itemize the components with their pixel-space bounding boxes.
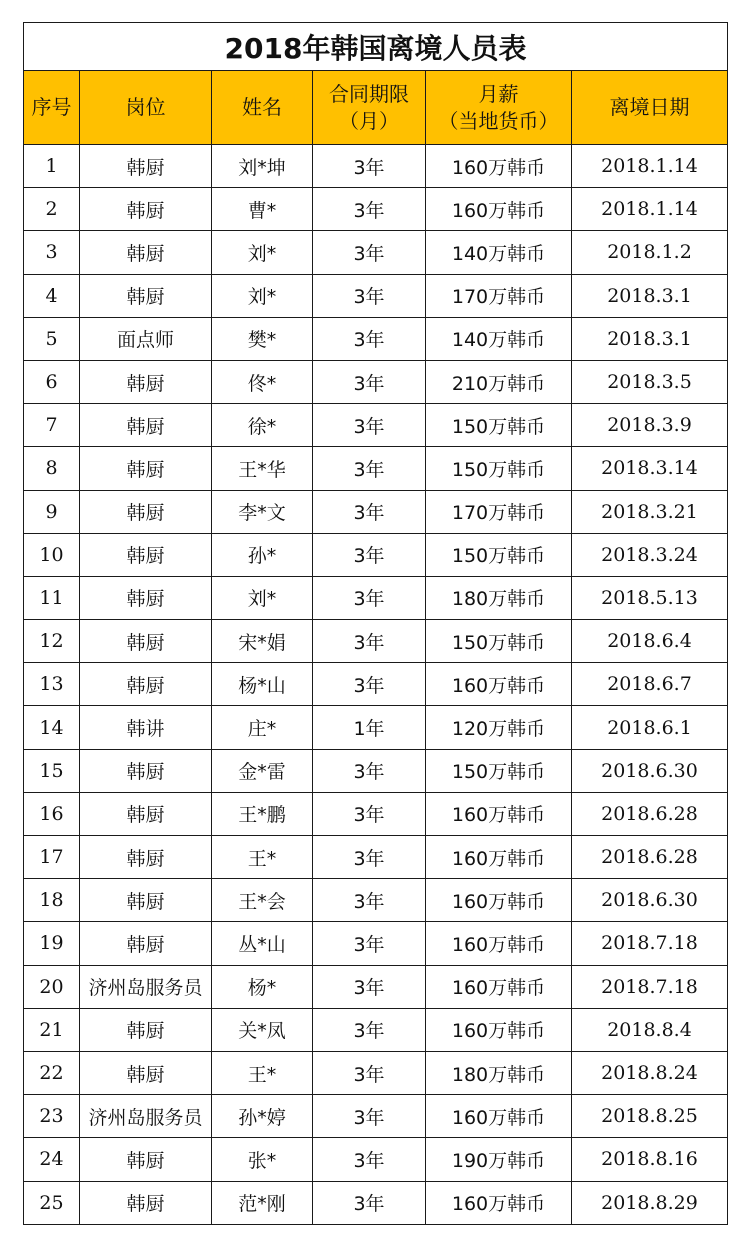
cell-post: 韩厨 <box>80 922 212 965</box>
table-row <box>24 404 728 447</box>
cell-seq: 24 <box>24 1138 80 1181</box>
cell-post: 韩厨 <box>80 145 212 188</box>
cell-date: 2018.3.14 <box>572 447 728 490</box>
cell-salary: 210万韩币 <box>426 360 572 403</box>
cell-name: 刘* <box>212 576 313 619</box>
cell-seq: 19 <box>24 922 80 965</box>
table-row <box>24 792 728 835</box>
table-row <box>24 1008 728 1051</box>
cell-name: 刘*坤 <box>212 145 313 188</box>
cell-name: 王*会 <box>212 879 313 922</box>
cell-post: 韩厨 <box>80 663 212 706</box>
cell-contract: 3年 <box>313 447 426 490</box>
cell-seq: 3 <box>24 231 80 274</box>
header-name-label: 姓名 <box>242 95 282 119</box>
cell-post: 韩厨 <box>80 231 212 274</box>
cell-date: 2018.8.24 <box>572 1051 728 1094</box>
header-salary-label: 月薪 <box>478 81 519 106</box>
header-contract-unit: （月） <box>339 108 399 133</box>
cell-post: 韩厨 <box>80 1138 212 1181</box>
cell-post: 韩厨 <box>80 836 212 879</box>
cell-seq: 1 <box>24 145 80 188</box>
cell-seq: 10 <box>24 533 80 576</box>
table-row <box>24 1051 728 1094</box>
departure-table <box>23 22 728 1225</box>
cell-date: 2018.6.1 <box>572 706 728 749</box>
cell-name: 孙* <box>212 533 313 576</box>
cell-date: 2018.7.18 <box>572 922 728 965</box>
cell-date: 2018.1.14 <box>572 188 728 231</box>
cell-salary: 160万韩币 <box>426 145 572 188</box>
cell-post: 韩厨 <box>80 620 212 663</box>
cell-seq: 22 <box>24 1051 80 1094</box>
table-row <box>24 274 728 317</box>
header-date <box>572 71 728 145</box>
cell-name: 刘* <box>212 231 313 274</box>
cell-salary: 180万韩币 <box>426 1051 572 1094</box>
header-seq-label: 序号 <box>31 95 72 119</box>
table-row <box>24 231 728 274</box>
cell-contract: 3年 <box>313 1008 426 1051</box>
cell-name: 杨*山 <box>212 663 313 706</box>
cell-name: 刘* <box>212 274 313 317</box>
cell-post: 韩厨 <box>80 360 212 403</box>
table-row <box>24 879 728 922</box>
cell-date: 2018.6.4 <box>572 620 728 663</box>
header-name <box>212 71 313 145</box>
cell-post: 韩厨 <box>80 1181 212 1224</box>
cell-salary: 150万韩币 <box>426 749 572 792</box>
cell-seq: 16 <box>24 792 80 835</box>
header-post <box>80 71 212 145</box>
cell-post: 韩厨 <box>80 576 212 619</box>
cell-salary: 160万韩币 <box>426 1008 572 1051</box>
cell-name: 杨* <box>212 965 313 1008</box>
cell-date: 2018.3.1 <box>572 317 728 360</box>
cell-name: 关*凤 <box>212 1008 313 1051</box>
cell-post: 韩厨 <box>80 792 212 835</box>
cell-salary: 190万韩币 <box>426 1138 572 1181</box>
table-row <box>24 533 728 576</box>
cell-name: 王* <box>212 1051 313 1094</box>
cell-name: 孙*婷 <box>212 1095 313 1138</box>
cell-contract: 3年 <box>313 749 426 792</box>
cell-seq: 23 <box>24 1095 80 1138</box>
table-row <box>24 188 728 231</box>
cell-seq: 14 <box>24 706 80 749</box>
cell-contract: 3年 <box>313 922 426 965</box>
cell-post: 韩厨 <box>80 749 212 792</box>
table-row <box>24 317 728 360</box>
cell-seq: 21 <box>24 1008 80 1051</box>
cell-salary: 170万韩币 <box>426 490 572 533</box>
cell-contract: 3年 <box>313 620 426 663</box>
cell-contract: 3年 <box>313 145 426 188</box>
table-row <box>24 836 728 879</box>
cell-date: 2018.3.1 <box>572 274 728 317</box>
cell-seq: 8 <box>24 447 80 490</box>
header-contract <box>313 71 426 145</box>
cell-salary: 160万韩币 <box>426 922 572 965</box>
cell-seq: 9 <box>24 490 80 533</box>
cell-salary: 150万韩币 <box>426 447 572 490</box>
cell-salary: 150万韩币 <box>426 404 572 447</box>
cell-salary: 180万韩币 <box>426 576 572 619</box>
cell-seq: 18 <box>24 879 80 922</box>
cell-contract: 3年 <box>313 792 426 835</box>
header-seq <box>24 71 80 145</box>
cell-seq: 15 <box>24 749 80 792</box>
header-post-label: 岗位 <box>125 95 166 119</box>
cell-salary: 160万韩币 <box>426 663 572 706</box>
cell-date: 2018.1.2 <box>572 231 728 274</box>
cell-salary: 160万韩币 <box>426 836 572 879</box>
cell-name: 王*鹏 <box>212 792 313 835</box>
cell-date: 2018.8.16 <box>572 1138 728 1181</box>
table-row <box>24 145 728 188</box>
cell-name: 庄* <box>212 706 313 749</box>
cell-name: 范*刚 <box>212 1181 313 1224</box>
cell-name: 张* <box>212 1138 313 1181</box>
cell-seq: 25 <box>24 1181 80 1224</box>
cell-name: 徐* <box>212 404 313 447</box>
table-row <box>24 1095 728 1138</box>
cell-date: 2018.3.24 <box>572 533 728 576</box>
cell-post: 韩厨 <box>80 1051 212 1094</box>
cell-date: 2018.3.5 <box>572 360 728 403</box>
cell-salary: 140万韩币 <box>426 231 572 274</box>
table-row <box>24 749 728 792</box>
cell-date: 2018.8.4 <box>572 1008 728 1051</box>
cell-date: 2018.6.28 <box>572 836 728 879</box>
cell-salary: 160万韩币 <box>426 879 572 922</box>
table-row <box>24 576 728 619</box>
cell-post: 韩厨 <box>80 447 212 490</box>
cell-contract: 3年 <box>313 317 426 360</box>
header-salary <box>426 71 572 145</box>
cell-post: 韩讲 <box>80 706 212 749</box>
table-row <box>24 447 728 490</box>
cell-contract: 3年 <box>313 274 426 317</box>
table-row <box>24 706 728 749</box>
cell-date: 2018.5.13 <box>572 576 728 619</box>
cell-name: 王*华 <box>212 447 313 490</box>
cell-contract: 3年 <box>313 1181 426 1224</box>
table-row <box>24 663 728 706</box>
cell-date: 2018.3.21 <box>572 490 728 533</box>
cell-post: 韩厨 <box>80 188 212 231</box>
header-salary-unit: （当地货币） <box>438 108 559 133</box>
cell-post: 韩厨 <box>80 490 212 533</box>
cell-name: 樊* <box>212 317 313 360</box>
cell-contract: 3年 <box>313 1138 426 1181</box>
cell-post: 韩厨 <box>80 879 212 922</box>
cell-post: 济州岛服务员 <box>80 1095 212 1138</box>
cell-contract: 3年 <box>313 188 426 231</box>
cell-name: 丛*山 <box>212 922 313 965</box>
cell-post: 济州岛服务员 <box>80 965 212 1008</box>
cell-post: 韩厨 <box>80 1008 212 1051</box>
cell-salary: 160万韩币 <box>426 1181 572 1224</box>
cell-contract: 3年 <box>313 836 426 879</box>
cell-seq: 17 <box>24 836 80 879</box>
table-row <box>24 360 728 403</box>
cell-salary: 170万韩币 <box>426 274 572 317</box>
cell-name: 金*雷 <box>212 749 313 792</box>
title-row <box>24 23 728 71</box>
cell-name: 王* <box>212 836 313 879</box>
cell-name: 佟* <box>212 360 313 403</box>
table-row <box>24 620 728 663</box>
cell-salary: 120万韩币 <box>426 706 572 749</box>
cell-date: 2018.6.28 <box>572 792 728 835</box>
table-row <box>24 490 728 533</box>
cell-salary: 160万韩币 <box>426 188 572 231</box>
cell-seq: 4 <box>24 274 80 317</box>
cell-salary: 150万韩币 <box>426 533 572 576</box>
cell-name: 李*文 <box>212 490 313 533</box>
cell-seq: 20 <box>24 965 80 1008</box>
cell-contract: 3年 <box>313 533 426 576</box>
cell-contract: 3年 <box>313 1051 426 1094</box>
cell-salary: 150万韩币 <box>426 620 572 663</box>
cell-seq: 11 <box>24 576 80 619</box>
cell-seq: 2 <box>24 188 80 231</box>
cell-seq: 12 <box>24 620 80 663</box>
cell-date: 2018.3.9 <box>572 404 728 447</box>
cell-seq: 13 <box>24 663 80 706</box>
cell-salary: 140万韩币 <box>426 317 572 360</box>
cell-contract: 3年 <box>313 663 426 706</box>
cell-post: 韩厨 <box>80 404 212 447</box>
cell-salary: 160万韩币 <box>426 965 572 1008</box>
cell-contract: 3年 <box>313 1095 426 1138</box>
table-title: 2018年韩国离境人员表 <box>24 23 728 71</box>
cell-salary: 160万韩币 <box>426 792 572 835</box>
cell-seq: 6 <box>24 360 80 403</box>
cell-date: 2018.1.14 <box>572 145 728 188</box>
cell-contract: 3年 <box>313 360 426 403</box>
cell-contract: 3年 <box>313 879 426 922</box>
cell-contract: 3年 <box>313 576 426 619</box>
cell-contract: 3年 <box>313 231 426 274</box>
cell-date: 2018.7.18 <box>572 965 728 1008</box>
cell-contract: 1年 <box>313 706 426 749</box>
header-contract-label: 合同期限 <box>329 81 409 106</box>
cell-seq: 7 <box>24 404 80 447</box>
header-date-label: 离境日期 <box>609 95 690 119</box>
cell-seq: 5 <box>24 317 80 360</box>
cell-date: 2018.6.30 <box>572 879 728 922</box>
cell-contract: 3年 <box>313 965 426 1008</box>
table-row <box>24 1181 728 1224</box>
cell-post: 面点师 <box>80 317 212 360</box>
cell-salary: 160万韩币 <box>426 1095 572 1138</box>
header-row <box>24 71 728 145</box>
cell-date: 2018.6.30 <box>572 749 728 792</box>
cell-post: 韩厨 <box>80 533 212 576</box>
table-row <box>24 922 728 965</box>
cell-contract: 3年 <box>313 490 426 533</box>
table-body <box>24 145 728 1225</box>
cell-date: 2018.8.25 <box>572 1095 728 1138</box>
cell-post: 韩厨 <box>80 274 212 317</box>
cell-name: 曹* <box>212 188 313 231</box>
cell-date: 2018.8.29 <box>572 1181 728 1224</box>
table-row <box>24 1138 728 1181</box>
cell-contract: 3年 <box>313 404 426 447</box>
cell-date: 2018.6.7 <box>572 663 728 706</box>
cell-name: 宋*娟 <box>212 620 313 663</box>
table-row <box>24 965 728 1008</box>
